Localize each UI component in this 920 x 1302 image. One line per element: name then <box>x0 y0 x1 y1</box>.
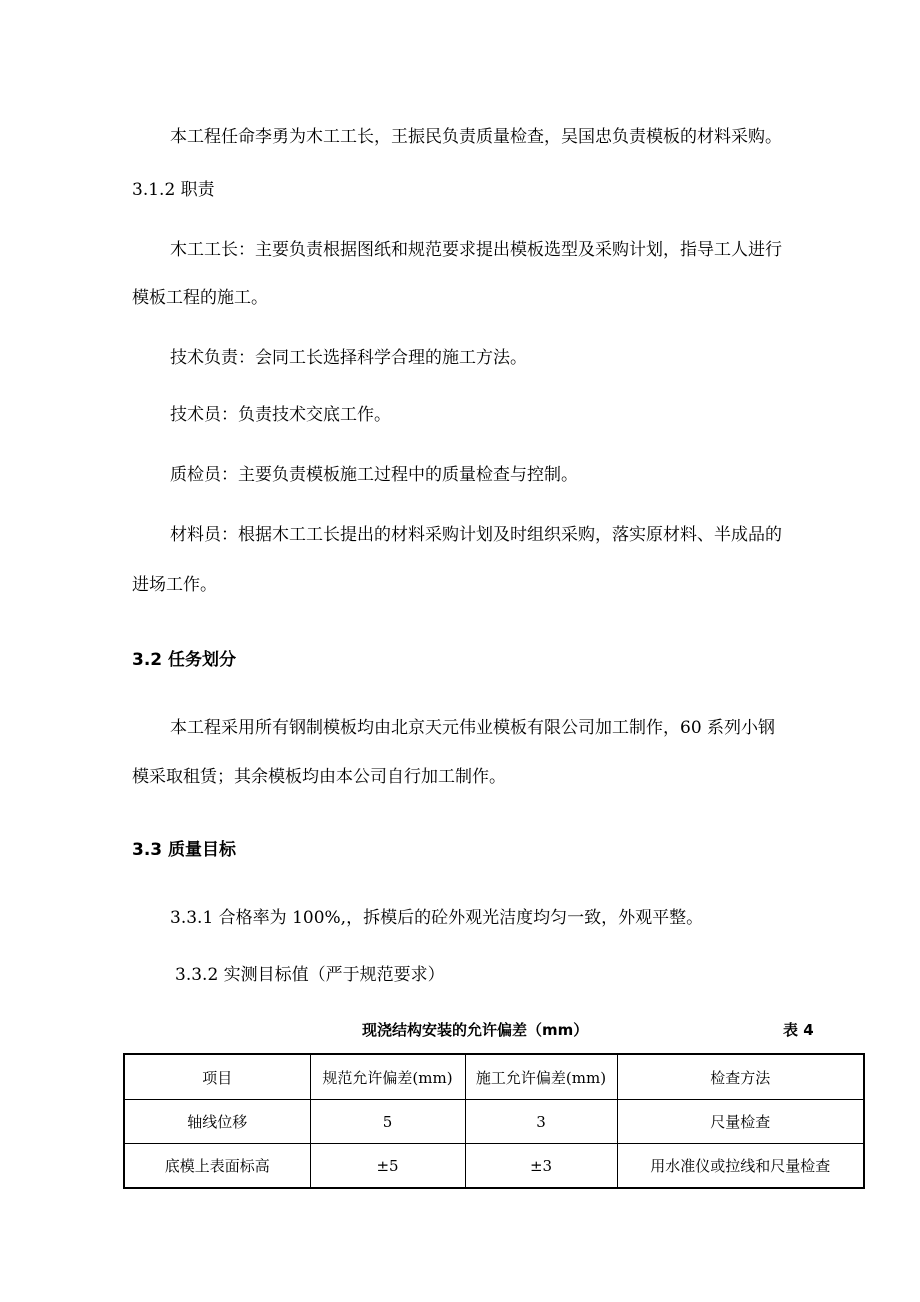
table-row <box>124 1100 864 1144</box>
cell-item: 底模上表面标高 <box>124 1144 310 1189</box>
heading-3-2: 3.2 任务划分 <box>132 650 237 670</box>
paragraph-inspector: 质检员：主要负责模板施工过程中的质量检查与控制。 <box>170 465 578 485</box>
cell-spec-tolerance: ±5 <box>310 1144 465 1189</box>
header-item: 项目 <box>124 1054 310 1100</box>
header-check-method: 检查方法 <box>617 1054 864 1100</box>
header-spec-tolerance: 规范允许偏差(mm) <box>310 1054 465 1100</box>
table-number: 表 4 <box>783 1021 814 1039</box>
cell-item: 轴线位移 <box>124 1100 310 1144</box>
paragraph-foreman-line1: 木工工长：主要负责根据图纸和规范要求提出模板选型及采购计划，指导工人进行 <box>170 240 782 260</box>
heading-3-3: 3.3 质量目标 <box>132 840 237 860</box>
table-caption: 现浇结构安装的允许偏差（mm） <box>362 1021 589 1039</box>
table-row <box>124 1144 864 1189</box>
paragraph-technician: 技术员：负责技术交底工作。 <box>170 405 391 425</box>
paragraph-pass-rate: 3.3.1 合格率为 100%,，拆模后的砼外观光洁度均匀一致，外观平整。 <box>170 908 704 928</box>
paragraph-material-line1: 材料员：根据木工工长提出的材料采购计划及时组织采购，落实原材料、半成品的 <box>170 525 782 545</box>
header-construction-tolerance: 施工允许偏差(mm) <box>465 1054 617 1100</box>
heading-3-1-2: 3.1.2 职责 <box>132 180 215 200</box>
paragraph-appointment: 本工程任命李勇为木工工长，王振民负责质量检查，吴国忠负责模板的材料采购。 <box>170 127 782 147</box>
table-header-row <box>124 1054 864 1100</box>
cell-spec-tolerance: 5 <box>310 1100 465 1144</box>
paragraph-task-line2: 模采取租赁；其余模板均由本公司自行加工制作。 <box>132 767 506 787</box>
cell-construction-tolerance: ±3 <box>465 1144 617 1189</box>
paragraph-tech-lead: 技术负责：会同工长选择科学合理的施工方法。 <box>170 348 527 368</box>
cell-construction-tolerance: 3 <box>465 1100 617 1144</box>
tolerance-table <box>123 1053 865 1189</box>
paragraph-material-line2: 进场工作。 <box>132 575 217 595</box>
cell-check-method: 尺量检查 <box>617 1100 864 1144</box>
cell-check-method: 用水准仪或拉线和尺量检查 <box>617 1144 864 1189</box>
paragraph-target-values: 3.3.2 实测目标值（严于规范要求） <box>175 965 445 985</box>
paragraph-task-line1: 本工程采用所有钢制模板均由北京天元伟业模板有限公司加工制作，60 系列小钢 <box>170 718 776 738</box>
paragraph-foreman-line2: 模板工程的施工。 <box>132 288 268 308</box>
